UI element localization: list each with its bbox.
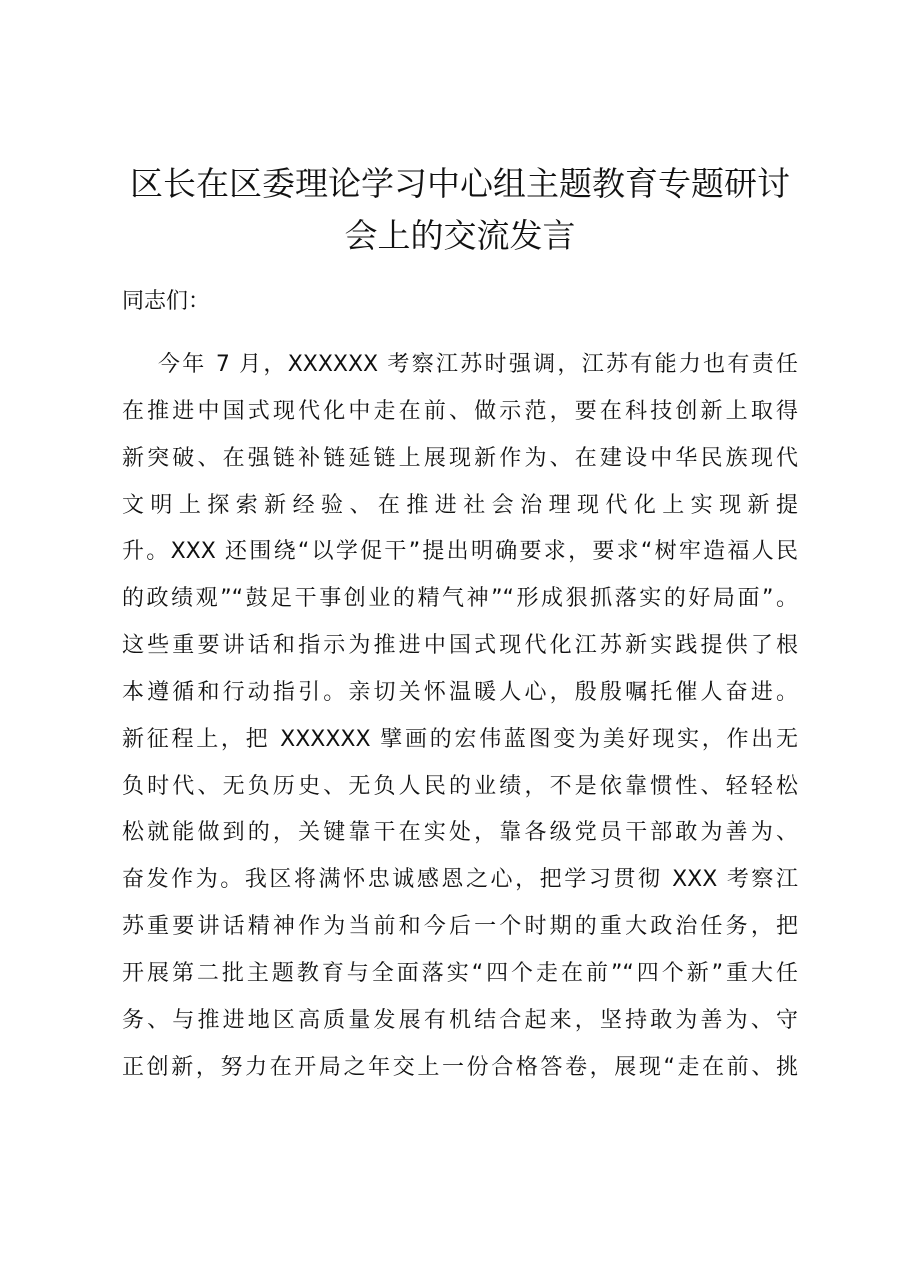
paragraph-line: 务、与推进地区高质量发展有机结合起来，坚持敢为善为、守 [122,1007,798,1033]
paragraph-line: 这些重要讲话和指示为推进中国式现代化江苏新实践提供了根 [122,633,798,659]
paragraph-line: 今年 7 月，XXXXXX 考察江苏时强调，江苏有能力也有责任 [158,352,798,377]
paragraph-line: 新突破、在强链补链延链上展现新作为、在建设中华民族现代 [122,445,798,471]
paragraph-line: 本遵循和行动指引。亲切关怀温暖人心，殷殷嘱托催人奋进。 [122,679,798,705]
body-paragraph [122,342,798,1092]
paragraph-line: 升。XXX 还围绕“以学促干”提出明确要求，要求“树牢造福人民 [122,539,798,565]
paragraph-line: 新征程上，把 XXXXXX 擘画的宏伟蓝图变为美好现实，作出无 [122,726,798,752]
title-line: 会上的交流发言 [344,216,576,255]
paragraph-line: 文明上探索新经验、在推进社会治理现代化上实现新提 [122,492,798,518]
salutation: 同志们： [122,289,211,314]
paragraph-line: 苏重要讲话精神作为当前和今后一个时期的重大政治任务，把 [122,914,798,940]
paragraph-line: 负时代、无负历史、无负人民的业绩，不是依靠惯性、轻轻松 [122,773,798,799]
document-title [110,158,810,262]
paragraph-line: 奋发作为。我区将满怀忠诚感恩之心，把学习贯彻 XXX 考察江 [122,867,798,893]
title-line: 区长在区委理论学习中心组主题教育专题研讨 [130,164,790,203]
paragraph-line: 松就能做到的，关键靠干在实处，靠各级党员干部敢为善为、 [122,820,798,846]
paragraph-line: 正创新，努力在开局之年交上一份合格答卷，展现“走在前、挑 [122,1054,798,1080]
paragraph-line: 的政绩观”“鼓足干事创业的精气神”“形成狠抓落实的好局面”。 [122,586,798,612]
paragraph-line: 在推进中国式现代化中走在前、做示范，要在科技创新上取得 [122,398,798,424]
paragraph-line: 开展第二批主题教育与全面落实“四个走在前”“四个新”重大任 [122,960,798,986]
